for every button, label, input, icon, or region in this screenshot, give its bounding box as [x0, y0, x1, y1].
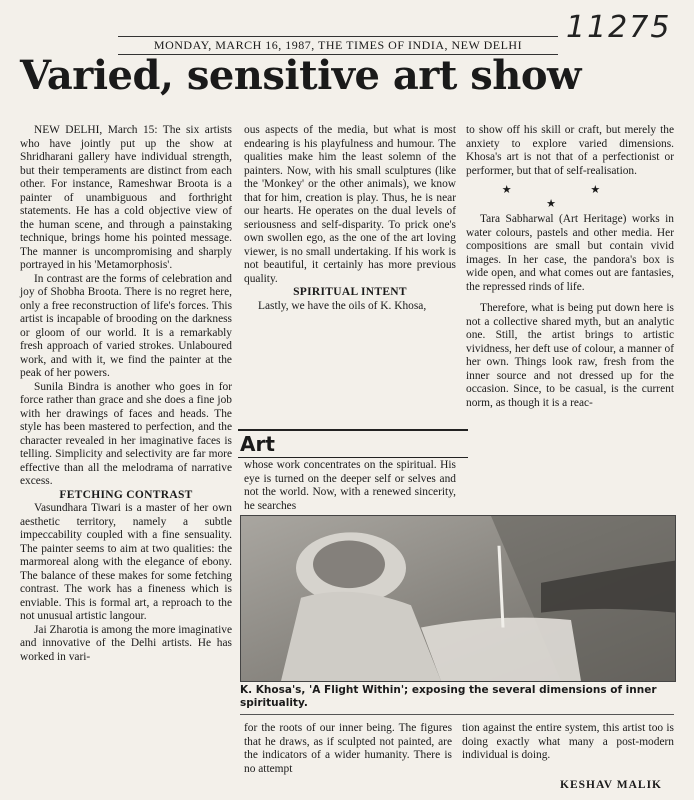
photo-caption: K. Khosa's, 'A Flight Within'; exposing the several dimensions of inner spirituality. [240, 684, 674, 715]
column-2-top [244, 124, 456, 313]
star-separator: ★ ★ ★ [501, 184, 639, 210]
paragraph: Jai Zharotia is among the more imaginative and innovative of the Delhi artists. He has worked in vari- [20, 623, 233, 663]
paragraph: for the roots of our inner being. The figures that he draws, as if sculpted not painted, are the indicators of a wider humanity. There is no attempt [244, 722, 452, 775]
subheading: FETCHING CONTRAST [59, 488, 193, 501]
paragraph: whose work concentrates on the spiritual. His eye is turned on the deeper self or selves and not the world. Now, with a renewed sincerity, he searches [244, 459, 456, 512]
dateline: MONDAY, MARCH 16, 1987, THE TIMES OF INDIA, NEW DELHI [118, 36, 558, 55]
paragraph: tion against the entire system, this artist too is doing exactly what many a post-modern individual is doing. [462, 722, 674, 761]
paragraph: Tara Sabharwal (Art Heritage) works in water colours, pastels and other media. Her compositions are small but contain vivid images. In her case, the pandora's box is wide open, and what comes out are fantasies, the repressed rinds of life. [466, 213, 674, 293]
paragraph: In contrast are the forms of celebration and joy of Shobha Broota. There is no regret here, only a free reconstruction of life's forces. This artist is incapable of brooding on the darkness or gloom of our world. It is a remarkably fresh approach of varied strokes. Unlaboured work, and with it, we find the painter at the peak of her powers. [20, 272, 232, 379]
paragraph: Therefore, what is being put down here is not a collective shared myth, but an analytic one. Still, the artist brings to artistic vividness, her deft use of colour, a manner of her own. Things look raw, fresh from the inner source and not dressed up for the occasion. Since, to be casual, is the current norm, as though it is a reac- [466, 302, 674, 409]
column-1 [20, 124, 232, 664]
handwritten-number: 11275 [566, 10, 672, 45]
paragraph: Vasundhara Tiwari is a master of her own aesthetic territory, namely a subtle impeccability coupled with a fine sensuality. The painter seems to aim at two qualities: the marmoreal along with the elegance of ebony. The balance of these makes for some fetching contrast. The work has a fineness which is enviable. This is formal art, a reproach to the not unusual artistic langour. [20, 502, 232, 622]
paragraph: to show off his skill or craft, but merely the anxiety to explore varied dimensions. Khosa's art is not that of a perfectionist or performer, but that of self-realisation. [466, 124, 674, 177]
paragraph: Lastly, we have the oils of K. Khosa, [258, 299, 427, 312]
column-2-middle [244, 459, 456, 513]
column-3-bottom [462, 722, 674, 763]
byline: KESHAV MALIK [560, 779, 663, 791]
column-2-bottom [244, 722, 452, 776]
paragraph: Sunila Bindra is another who goes in for force rather than grace and she does a fine job with her drawings of faces and heads. The style has been mastered to perfection, and the character revealed in her imaginative faces is telling. Simplicity and selectivity are far more effective than all the melodrama of narrative excess. [20, 380, 232, 487]
column-3 [466, 124, 674, 410]
paragraph: ous aspects of the media, but what is most endearing is his playfulness and humour. The qualities make him the least solemn of the painters. Now, with his small sculptures (like the 'Monkey' or the other animals), we know that for him, creation is play. Thus, he is near our hearts. He operates on the dual levels of seriousness and self-disparity. To prick one's own swollen ego, as the one of the art loving viewer, is no small undertaking. If his work is not beautiful, it certainly has more previous quality. [244, 124, 456, 285]
paragraph: NEW DELHI, March 15: The six artists who have jointly put up the show at Shridharani gallery have individual strength, but their temperaments are distinct from each other. For instance, Rameshwar Broota is a painter of unambiguous and forthright statements. He has a cold objective view of the human scene, and through a painstaking technique, brings home his pointed message. The manner is uncompromising and sharply portrayed in his 'Metamorphosis'. [20, 124, 232, 271]
artwork-photo [240, 515, 676, 682]
headline: Varied, sensitive art show [20, 52, 581, 99]
section-label: Art [238, 429, 468, 458]
subheading: SPIRITUAL INTENT [293, 286, 407, 298]
